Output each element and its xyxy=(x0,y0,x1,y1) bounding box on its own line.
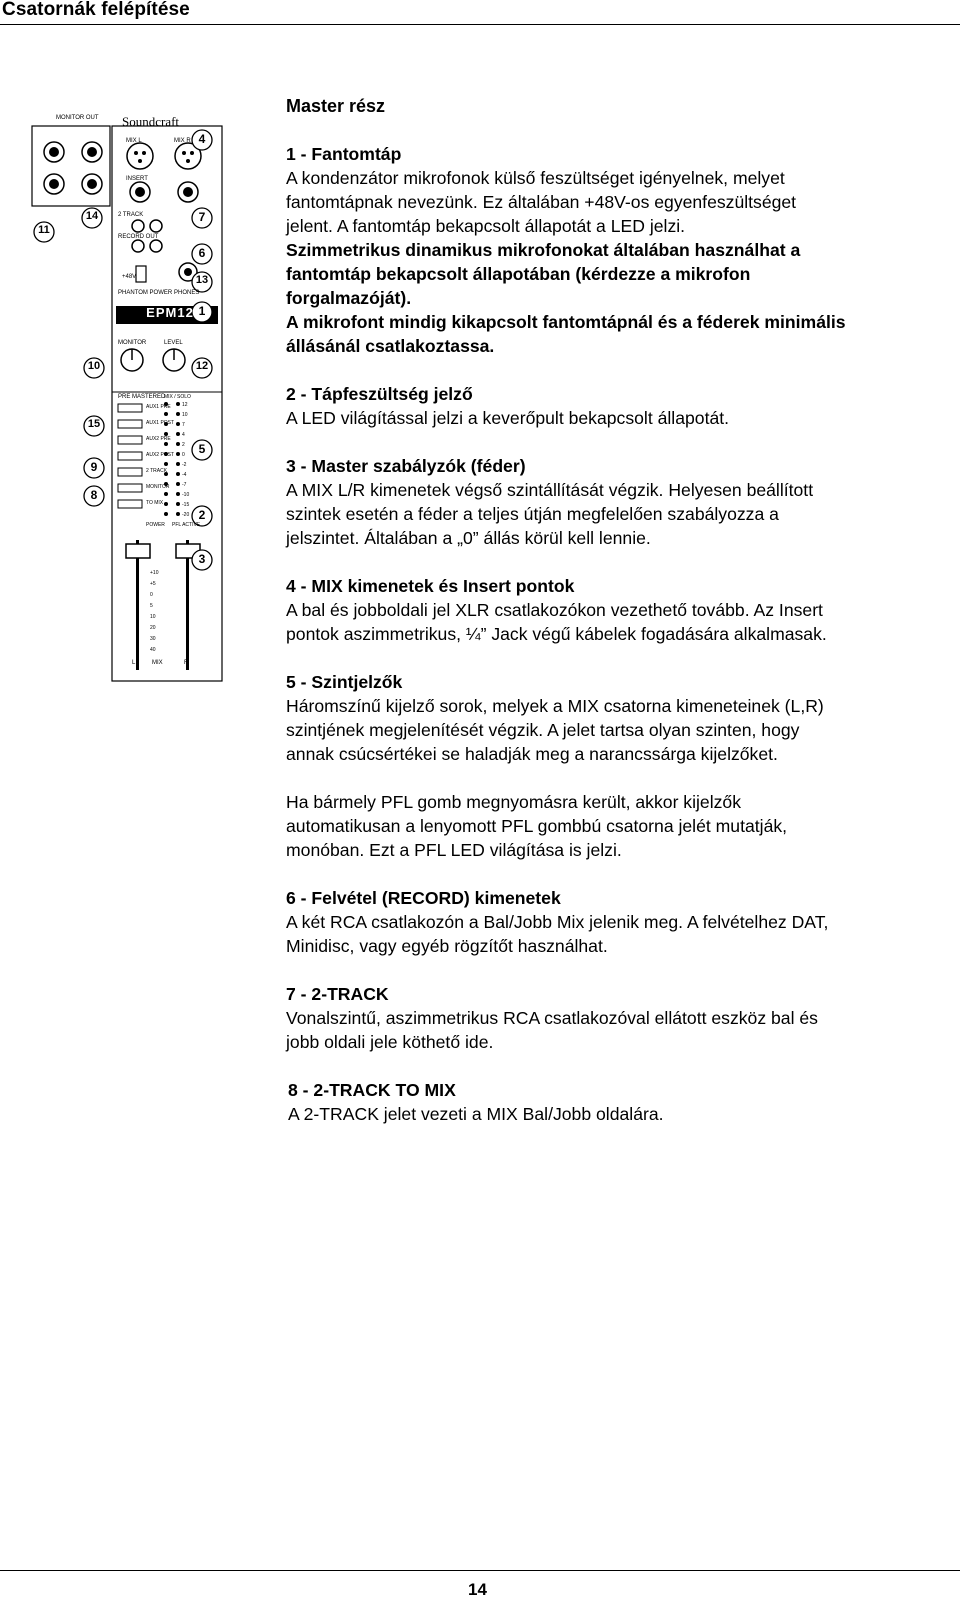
body-line: A kondenzátor mikrofonok külső feszültséget igényelnek, melyet xyxy=(286,168,785,188)
body-line: Vonalszintű, aszimmetrikus RCA csatlakozóval ellátott eszköz bal és xyxy=(286,1008,818,1028)
meter-mark: -15 xyxy=(182,502,190,508)
body-line: pontok aszimmetrikus, ¼” Jack végű kábelek fogadására alkalmasak. xyxy=(286,624,827,644)
item-master-faders xyxy=(286,454,956,550)
monitor-out-label: MONITOR OUT xyxy=(56,115,99,121)
pfl-active-label: PFL ACTIVE xyxy=(172,522,201,528)
meter-mark: 2 xyxy=(182,442,185,448)
section-title: Master rész xyxy=(286,96,386,116)
item-mix-outputs xyxy=(286,574,956,646)
item-title: 4 - MIX kimenetek és Insert pontok xyxy=(286,576,575,596)
meter-scale xyxy=(182,400,189,520)
item-phantom-power xyxy=(286,142,956,358)
aux2-post-label: AUX2 POST xyxy=(146,452,175,458)
fader-r-label: R xyxy=(184,660,189,666)
footer-divider xyxy=(0,1570,960,1571)
fader-mark: 5 xyxy=(150,603,153,609)
meter-mark: 4 xyxy=(182,432,185,438)
item-power-indicator xyxy=(286,382,956,430)
item-title: 1 - Fantomtáp xyxy=(286,144,402,164)
item-title: 7 - 2-TRACK xyxy=(286,984,389,1004)
meter-mark: -4 xyxy=(182,472,187,478)
body-line: automatikusan a lenyomott PFL gombbú csatorna jelét mutatják, xyxy=(286,816,788,836)
warning-line: Szimmetrikus dinamikus mikrofonokat általában használhat a xyxy=(286,240,801,260)
callout-14: 14 xyxy=(85,210,99,222)
item-pfl-note xyxy=(286,790,956,862)
fader-mark: 10 xyxy=(150,614,156,620)
warning-line: állásánál csatlakoztassa. xyxy=(286,336,495,356)
body-line: Ha bármely PFL gomb megnyomásra került, akkor kijelzők xyxy=(286,792,741,812)
body-line: jobb oldali jele köthető ide. xyxy=(286,1032,494,1052)
body-line: szintek esetén a féder a teljes útján megfelelően szabályozza a xyxy=(286,504,779,524)
page-number: 14 xyxy=(468,1580,487,1599)
body-line: A LED világítással jelzi a keverőpult bekapcsolt állapotát. xyxy=(286,408,730,428)
meter-mark: -20 xyxy=(182,512,190,518)
meter-mark: -10 xyxy=(182,492,190,498)
fader-mark: 30 xyxy=(150,636,156,642)
fader-mark: 0 xyxy=(150,592,153,598)
callout-6: 6 xyxy=(198,246,206,260)
callout-7: 7 xyxy=(198,210,206,224)
meter-mark: 0 xyxy=(182,452,185,458)
callout-2: 2 xyxy=(198,508,206,522)
phantom-power-label: PHANTOM POWER xyxy=(118,290,173,296)
fader-mark: +5 xyxy=(150,581,156,587)
mix-l-label: MIX L xyxy=(126,138,142,144)
two-track-button-label: 2 TRACK xyxy=(146,468,168,474)
mix-r-label: MIX R xyxy=(174,138,191,144)
two-track-label: 2 TRACK xyxy=(118,212,144,218)
callout-5: 5 xyxy=(198,442,206,456)
body-line: fantomtápnak nevezünk. Ez általában +48V-os egyenfeszültséget xyxy=(286,192,797,212)
warning-line: A mikrofont mindig kikapcsolt fantomtápnál és a féderek minimális xyxy=(286,312,846,332)
meter-mark: 10 xyxy=(182,412,188,418)
callout-3: 3 xyxy=(198,552,206,566)
page-header xyxy=(0,0,960,25)
body-line: jelent. A fantomtáp bekapcsolt állapotát a LED jelzi. xyxy=(286,216,686,236)
fader-mark: 20 xyxy=(150,625,156,631)
level-knob-label: LEVEL xyxy=(164,340,183,346)
plus48v-label: +48V xyxy=(122,274,137,280)
callout-8: 8 xyxy=(90,488,98,502)
to-mix-label: TO MIX xyxy=(146,500,164,506)
brand-label: Soundcraft xyxy=(122,114,180,129)
fader-mark: +10 xyxy=(150,570,159,576)
main-content xyxy=(286,94,956,1150)
meter-mark: -7 xyxy=(182,482,187,488)
fader-scale xyxy=(150,568,158,656)
power-label: POWER xyxy=(146,522,165,528)
item-record-outputs xyxy=(286,886,956,958)
fader-mark: 40 xyxy=(150,647,156,653)
mix-solo-label: MIX / SOLO xyxy=(164,394,191,400)
item-title: 8 - 2-TRACK TO MIX xyxy=(288,1080,456,1100)
body-line: annak csúcsértékei se haladják meg a narancssárga kijelzőket. xyxy=(286,744,778,764)
callout-12: 12 xyxy=(195,360,209,372)
body-line: Minidisc, vagy egyéb rögzítőt használhat. xyxy=(286,936,608,956)
meter-mark: -2 xyxy=(182,462,187,468)
model-label: EPM12 xyxy=(146,305,194,320)
phones-label: PHONES xyxy=(174,290,200,296)
monitor-button-label: MONITOR xyxy=(146,484,170,490)
callout-9: 9 xyxy=(90,460,98,474)
pre-mastered-label: PRE MASTERED xyxy=(118,394,166,400)
item-title: 2 - Tápfeszültség jelző xyxy=(286,384,473,404)
body-line: Háromszínű kijelző sorok, melyek a MIX csatorna kimeneteinek (L,R) xyxy=(286,696,824,716)
body-line: A két RCA csatlakozón a Bal/Jobb Mix jelenik meg. A felvételhez DAT, xyxy=(286,912,829,932)
item-two-track-to-mix xyxy=(286,1078,956,1126)
aux1-post-label: AUX1 POST xyxy=(146,420,175,426)
body-line: szintjének megjelenítését végzik. A jelet tartsa olyan szinten, hogy xyxy=(286,720,800,740)
body-line: A 2-TRACK jelet vezeti a MIX Bal/Jobb oldalára. xyxy=(288,1104,664,1124)
body-line: A MIX L/R kimenetek végső szintállítását végzik. Helyesen beállított xyxy=(286,480,814,500)
aux2-pre-label: AUX2 PRE xyxy=(146,436,171,442)
callout-1: 1 xyxy=(198,304,206,318)
warning-line: forgalmazóját). xyxy=(286,288,412,308)
body-line: A bal és jobboldali jel XLR csatlakozókon vezethető tovább. Az Insert xyxy=(286,600,823,620)
callout-10: 10 xyxy=(87,360,101,372)
meter-mark: 12 xyxy=(182,402,188,408)
item-title: 5 - Szintjelzők xyxy=(286,672,403,692)
mixer-panel-drawing xyxy=(26,120,236,700)
item-two-track xyxy=(286,982,956,1054)
monitor-knob-label: MONITOR xyxy=(118,340,147,346)
callout-11: 11 xyxy=(38,224,50,236)
callout-4: 4 xyxy=(198,132,206,146)
callout-13: 13 xyxy=(195,274,209,286)
fader-mix-label: MIX xyxy=(152,660,163,666)
item-level-meters xyxy=(286,670,956,766)
page-title: Csatornák felépítése xyxy=(2,0,190,20)
fader-l-label: L xyxy=(132,660,136,666)
callout-15: 15 xyxy=(87,418,101,430)
item-title: 3 - Master szabályzók (féder) xyxy=(286,456,526,476)
master-section-diagram xyxy=(26,114,236,700)
item-title: 6 - Felvétel (RECORD) kimenetek xyxy=(286,888,561,908)
meter-mark: 7 xyxy=(182,422,185,428)
body-line: monóban. Ezt a PFL LED világítása is jelzi. xyxy=(286,840,622,860)
body-line: jelszintet. Általában a „0” állás körül kell lennie. xyxy=(286,528,651,548)
aux1-pre-label: AUX1 PRE xyxy=(146,404,171,410)
warning-line: fantomtáp bekapcsolt állapotában (kérdezze a mikrofon xyxy=(286,264,751,284)
insert-label: INSERT xyxy=(126,176,148,182)
record-out-label: RECORD OUT xyxy=(118,234,159,240)
